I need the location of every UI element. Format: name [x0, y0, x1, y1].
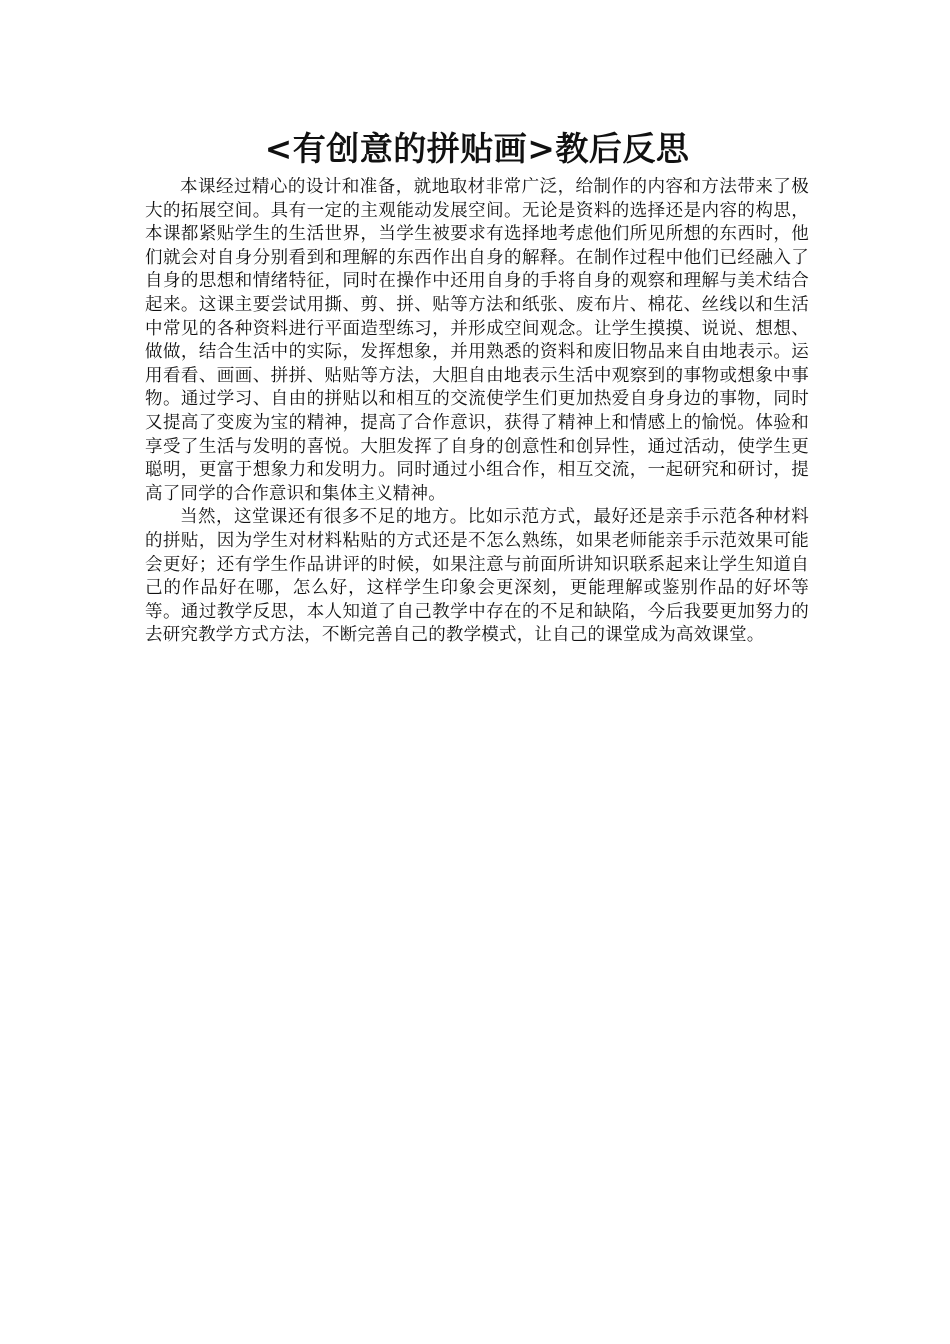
- paragraph-2: 当然，这堂课还有很多不足的地方。比如示范方式，最好还是亲手示范各种材料的拼贴，因为学生对材料粘贴的方式还是不怎么熟练，如果老师能亲手示范效果可能会更好；还有学生作品讲评的时候，如果注意与前面所讲知识联系起来让学生知道自己的作品好在哪，怎么好，这样学生印象会更深刻，更能理解或鉴别作品的好坏等等。通过教学反思，本人知道了自己教学中存在的不足和缺陷，今后我要更加努力的去研究教学方式方法，不断完善自己的教学模式，让自己的课堂成为高效课堂。: [145, 507, 809, 646]
- paragraph-1: 本课经过精心的设计和准备，就地取材非常广泛，给制作的内容和方法带来了极大的拓展空间。具有一定的主观能动发展空间。无论是资料的选择还是内容的构思，本课都紧贴学生的生活世界，当学生被要求有选择地考虑他们所见所想的东西时，他们就会对自身分别看到和理解的东西作出自身的解释。在制作过程中他们已经融入了自身的思想和情绪特征，同时在操作中还用自身的手将自身的观察和理解与美术结合起来。这课主要尝试用撕、剪、拼、贴等方法和纸张、废布片、棉花、丝线以和生活中常见的各种资料进行平面造型练习，并形成空间观念。让学生摸摸、说说、想想、做做，结合生活中的实际，发挥想象，并用熟悉的资料和废旧物品来自由地表示。运用看看、画画、拼拼、贴贴等方法，大胆自由地表示生活中观察到的事物或想象中事物。通过学习、自由的拼贴以和相互的交流使学生们更加热爱自身身边的事物，同时又提高了变废为宝的精神，提高了合作意识，获得了精神上和情感上的愉悦。体验和享受了生活与发明的喜悦。大胆发挥了自身的创意性和创异性，通过活动，使学生更聪明，更富于想象力和发明力。同时通过小组合作，相互交流，一起研究和研讨，提高了同学的合作意识和集体主义精神。: [145, 177, 809, 504]
- document-title: <有创意的拼贴画>教后反思: [264, 129, 690, 168]
- document-page: [145, 126, 809, 648]
